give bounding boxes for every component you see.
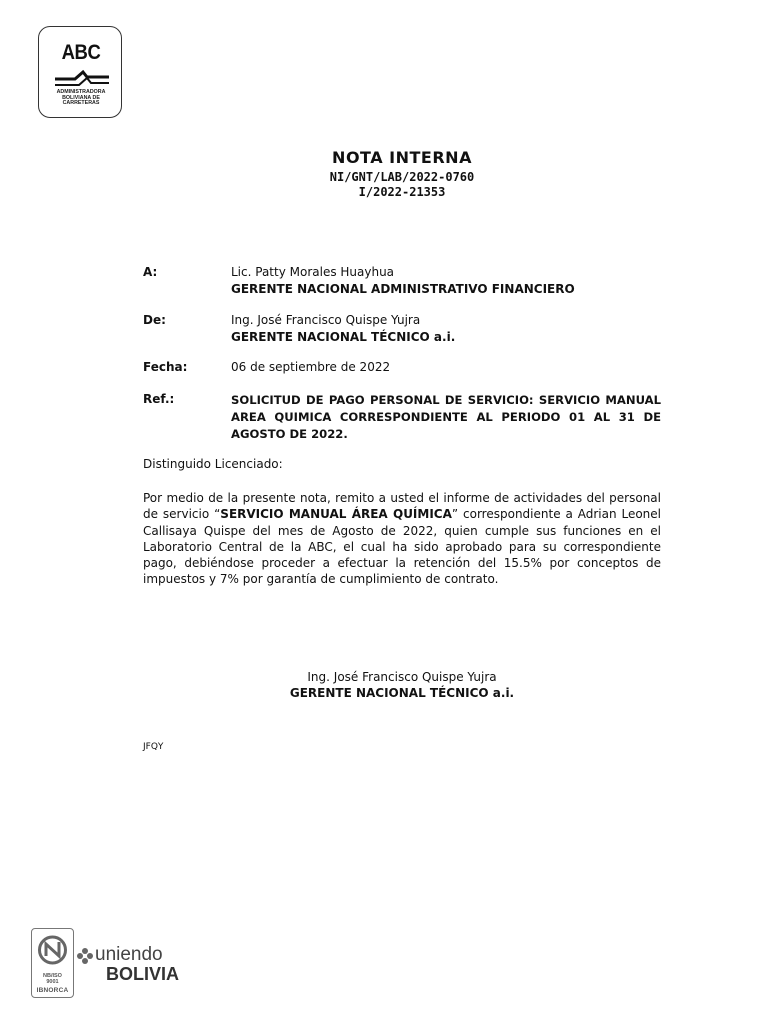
iso-certification-seal: NB/ISO 9001 IBNORCA <box>31 928 74 998</box>
to-label: A: <box>143 265 158 279</box>
slogan-bolivia: BOLIVIA <box>106 964 180 984</box>
flower-icon <box>76 947 94 965</box>
ref-label: Ref.: <box>143 392 175 406</box>
seal-brand: IBNORCA <box>36 987 69 994</box>
from-name: Ing. José Francisco Quispe Yujra <box>231 313 421 327</box>
signature-name: Ing. José Francisco Quispe Yujra <box>307 670 497 684</box>
logo-subtitle: ADMINISTRADORA BOLIVIANA DE CARRETERAS <box>56 89 106 107</box>
reference-number: NI/GNT/LAB/2022-0760 <box>329 170 475 184</box>
from-block <box>231 312 455 346</box>
to-block <box>231 264 575 298</box>
date-value: 06 de septiembre de 2022 <box>231 360 391 374</box>
internal-id: I/2022-21353 <box>358 185 446 199</box>
from-title: GERENTE NACIONAL TÉCNICO a.i. <box>231 330 456 344</box>
from-label: De: <box>143 313 166 327</box>
service-name: SERVICIO MANUAL ÁREA QUÍMICA <box>220 507 452 522</box>
date-label: Fecha: <box>143 360 188 374</box>
slogan-uniendo: uniendo <box>95 944 163 965</box>
abc-logo <box>38 26 122 118</box>
signature-title: GERENTE NACIONAL TÉCNICO a.i. <box>289 686 515 700</box>
to-name: Lic. Patty Morales Huayhua <box>231 265 395 279</box>
road-swoosh-icon <box>53 67 111 89</box>
author-initials: JFQY <box>143 742 164 752</box>
to-title: GERENTE NACIONAL ADMINISTRATIVO FINANCIERO <box>231 282 575 296</box>
ref-value: SOLICITUD DE PAGO PERSONAL DE SERVICIO: SERVICIO MANUAL AREA QUIMICA CORRESPONDIENTE AL PERIODO 01 AL 31 DE AGOSTO DE 2022. <box>231 393 661 441</box>
greeting: Distinguido Licenciado: <box>143 457 283 471</box>
certification-mark-icon <box>37 934 68 967</box>
body-paragraph: Por medio de la presente nota, remito a usted el informe de actividades del personal de servicio “SERVICIO MANUAL ÁREA QUÍMICA” correspondiente a Adrian Leonel Callisaya Quispe del mes de Agosto de 2022, quien cumple sus funciones en el Laboratorio Central de la ABC, el cual ha sido aprobado para su correspondiente pago, debiéndose proceder a efectuar la retención del 15.5% por conceptos de impuestos y 7% por garantía de cumplimiento de contrato. <box>143 491 662 587</box>
logo-name: ABC <box>61 41 101 64</box>
document-title: NOTA INTERNA <box>332 148 472 167</box>
